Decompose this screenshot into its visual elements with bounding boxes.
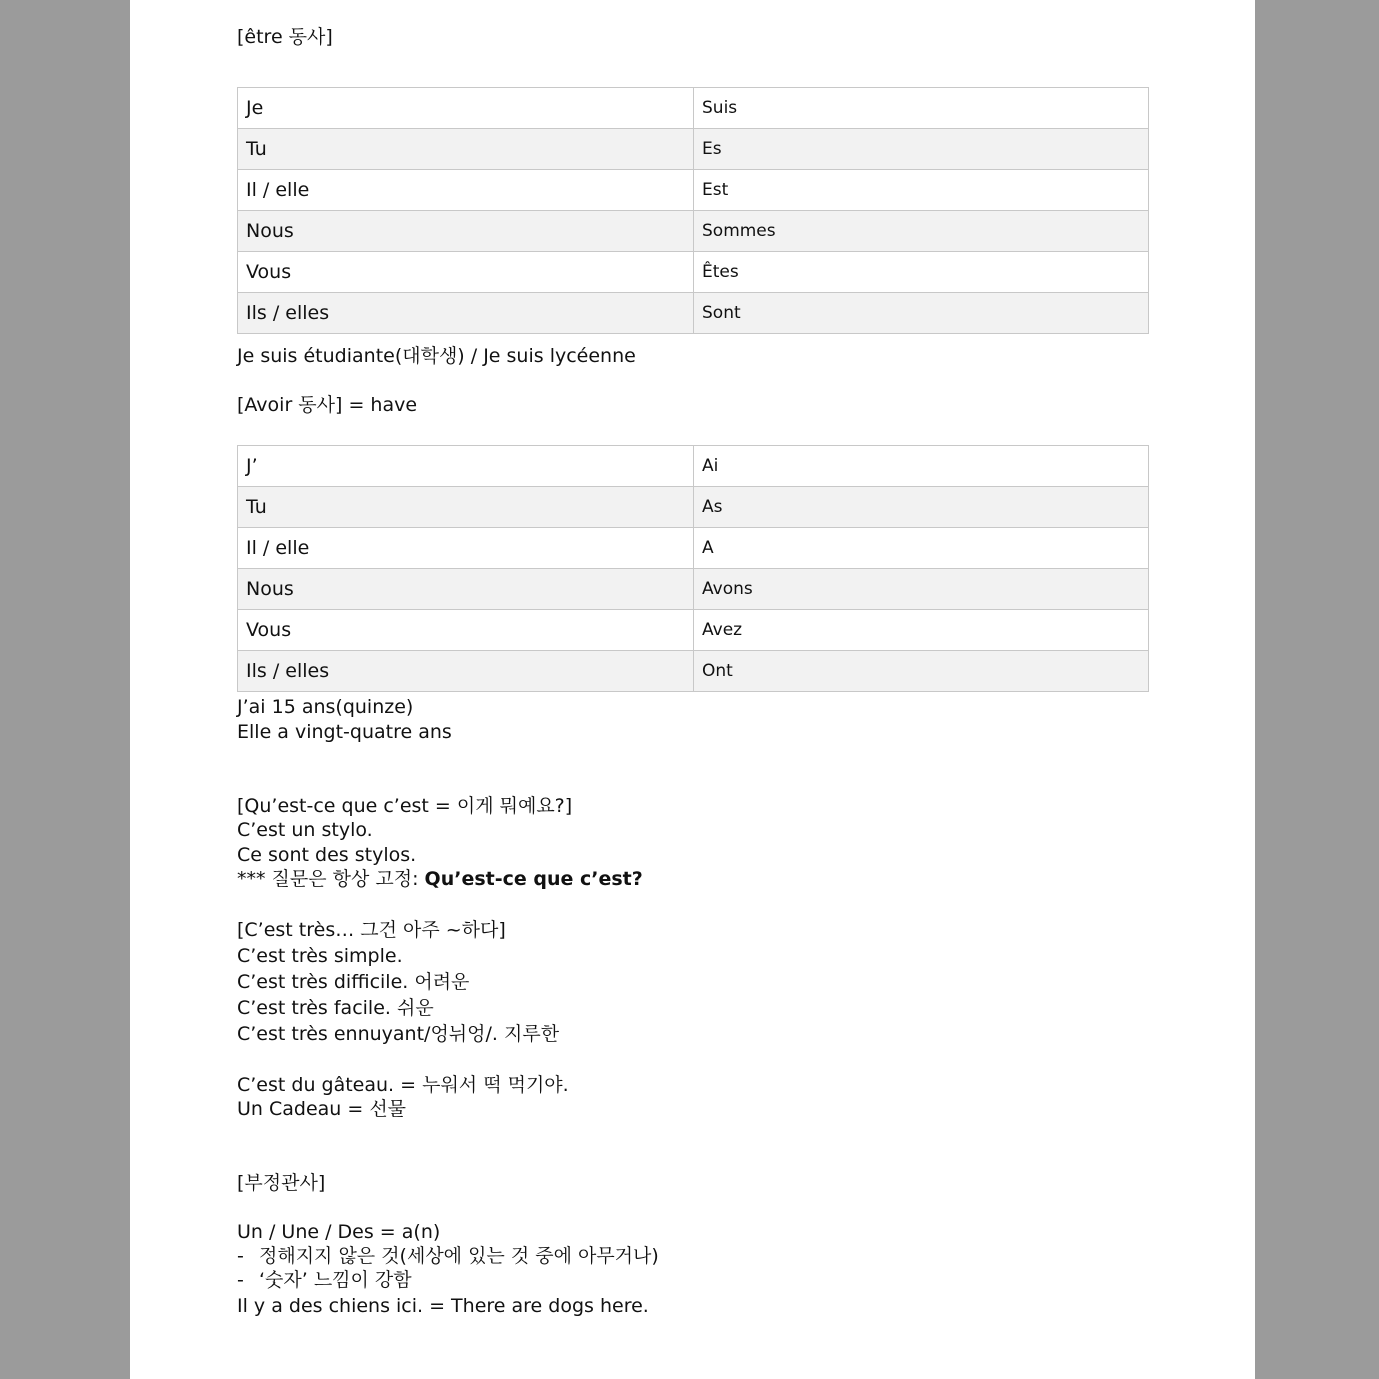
tres-heading: [C’est très… 그건 아주 ~하다] [237,919,506,941]
avoir-example-line: J’ai 15 ans(quinze) [237,696,414,718]
verb-form-cell: Est [694,170,1149,211]
verb-form-cell: Ont [694,651,1149,692]
table-row [238,170,1149,211]
avoir-example-line: Elle a vingt-quatre ans [237,721,452,743]
table-row [238,211,1149,252]
tres-example-line: C’est très ennuyant/엉뉘엉/. 지루한 [237,1023,560,1045]
pronoun-cell: J’ [238,446,694,487]
avoir-heading: [Avoir 동사] = have [237,394,418,416]
tres-example-line: C’est très simple. [237,945,403,967]
verb-form-cell: As [694,487,1149,528]
questce-example-line: Ce sont des stylos. [237,844,417,866]
pronoun-cell: Il / elle [238,170,694,211]
pronoun-cell: Vous [238,252,694,293]
table-row [238,88,1149,129]
table-row [238,610,1149,651]
article-bullet [237,1268,412,1292]
bullet-text: ‘숫자’ 느낌이 강함 [259,1269,412,1291]
bullet-dash: - [237,1269,244,1291]
verb-form-cell: Sommes [694,211,1149,252]
pronoun-cell: Tu [238,487,694,528]
tres-example-line: C’est très difficile. 어려운 [237,971,470,993]
table-row [238,528,1149,569]
table-row [238,129,1149,170]
idiom-line: Un Cadeau = 선물 [237,1098,407,1120]
verb-form-cell: Avons [694,569,1149,610]
pronoun-cell: Je [238,88,694,129]
etre-heading: [être 동사] [237,26,333,48]
verb-form-cell: Avez [694,610,1149,651]
pronoun-cell: Nous [238,211,694,252]
verb-form-cell: Es [694,129,1149,170]
verb-form-cell: Ai [694,446,1149,487]
tres-example-line: C’est très facile. 쉬운 [237,997,434,1019]
table-row [238,487,1149,528]
pronoun-cell: Il / elle [238,528,694,569]
pronoun-cell: Vous [238,610,694,651]
pronoun-cell: Nous [238,569,694,610]
verb-form-cell: Suis [694,88,1149,129]
table-row [238,293,1149,334]
document-page [130,0,1255,1379]
questce-heading: [Qu’est-ce que c’est = 이게 뭐예요?] [237,795,573,817]
table-row [238,651,1149,692]
avoir-conjugation-table [237,445,1149,692]
note-prefix: *** 질문은 항상 고정: [237,868,425,890]
verb-form-cell: Sont [694,293,1149,334]
etre-example: Je suis étudiante(대학생) / Je suis lycéenne [237,345,636,367]
verb-form-cell: Êtes [694,252,1149,293]
verb-form-cell: A [694,528,1149,569]
questce-example-line: C’est un stylo. [237,819,373,841]
bullet-dash: - [237,1245,244,1267]
etre-conjugation-table [237,87,1149,334]
article-bullet [237,1244,659,1268]
questce-note [237,867,643,891]
table-row [238,569,1149,610]
article-definition: Un / Une / Des = a(n) [237,1221,441,1243]
article-heading: [부정관사] [237,1172,326,1194]
table-row [238,446,1149,487]
pronoun-cell: Ils / elles [238,651,694,692]
idiom-line: C’est du gâteau. = 누워서 떡 먹기야. [237,1074,569,1096]
pronoun-cell: Tu [238,129,694,170]
article-example: Il y a des chiens ici. = There are dogs here. [237,1295,649,1317]
bullet-text: 정해지지 않은 것(세상에 있는 것 중에 아무거나) [259,1245,659,1267]
table-row [238,252,1149,293]
note-bold-question: Qu’est-ce que c’est? [424,868,643,890]
pronoun-cell: Ils / elles [238,293,694,334]
